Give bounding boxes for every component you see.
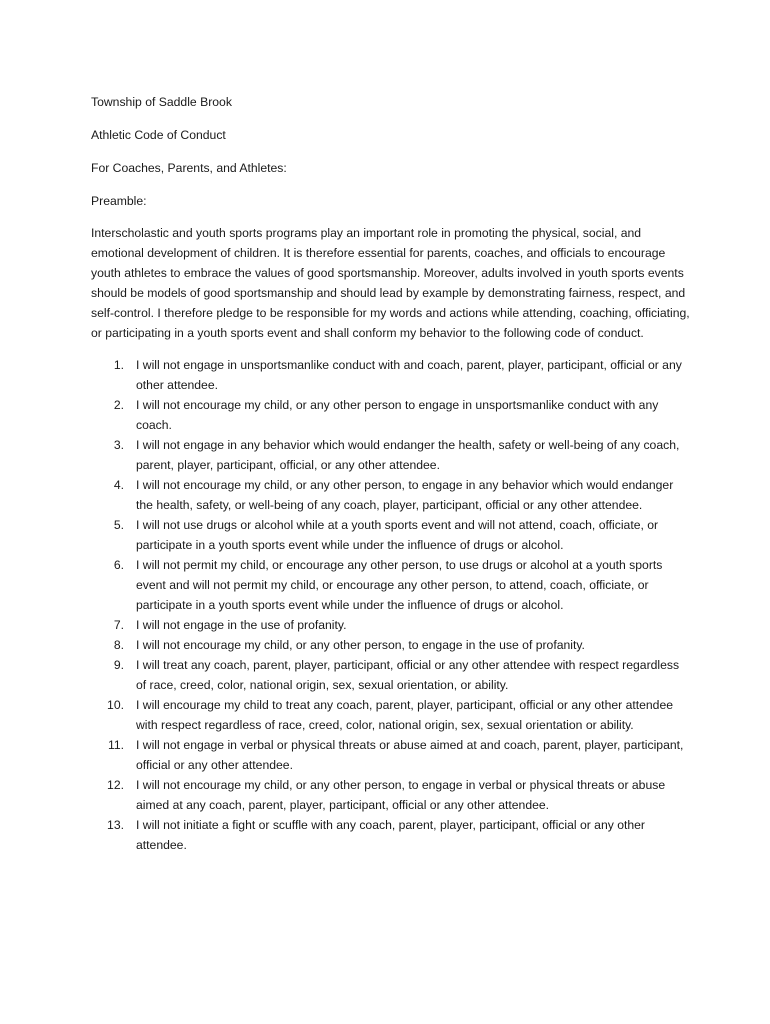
list-item: [91, 695, 691, 735]
list-item: [91, 395, 691, 435]
item-number: 2.: [113, 398, 124, 412]
item-text: I will not initiate a fight or scuffle with any coach, parent, player, participant, official or any other attendee.: [136, 818, 645, 852]
item-text: I will not engage in unsportsmanlike conduct with and coach, parent, player, participant, official or any other attendee.: [136, 358, 682, 392]
item-number: 10.: [107, 698, 124, 712]
township-name: Township of Saddle Brook: [91, 95, 232, 109]
item-number: 8.: [113, 638, 124, 652]
item-text: I will not permit my child, or encourage any other person, to use drugs or alcohol at a youth sports event and will not permit my child, or encourage any other person, to attend, coach, officiate, or participate in a youth sports event while under the influence of drugs or alcohol.: [136, 558, 663, 612]
list-item: [91, 735, 691, 775]
list-item: [91, 615, 691, 635]
item-text: I will not encourage my child, or any other person to engage in unsportsmanlike conduct with any coach.: [136, 398, 659, 432]
item-text: I will not encourage my child, or any other person, to engage in any behavior which would endanger the health, safety, or well-being of any coach, player, participant, official or any other attendee.: [136, 478, 674, 512]
item-number: 5.: [113, 518, 124, 532]
audience-line: For Coaches, Parents, and Athletes:: [91, 161, 287, 175]
list-item: [91, 815, 691, 855]
list-item: [91, 775, 691, 815]
item-number: 11.: [107, 738, 124, 752]
list-item: [91, 355, 691, 395]
item-number: 12.: [107, 778, 124, 792]
list-item: [91, 655, 691, 695]
code-of-conduct-list: [91, 355, 691, 855]
list-item: [91, 635, 691, 655]
item-text: I will not encourage my child, or any other person, to engage in the use of profanity.: [136, 638, 585, 652]
item-text: I will not engage in any behavior which would endanger the health, safety or well-being of any coach, parent, player, participant, official, or any other attendee.: [136, 438, 680, 472]
item-number: 3.: [113, 438, 124, 452]
item-text: I will encourage my child to treat any coach, parent, player, participant, official or any other attendee with respect regardless of race, creed, color, national origin, sex, sexual orientation or ability.: [136, 698, 674, 732]
list-item: [91, 555, 691, 615]
list-item: [91, 515, 691, 555]
item-number: 7.: [113, 618, 124, 632]
preamble-label: Preamble:: [91, 194, 147, 208]
preamble-paragraph: Interscholastic and youth sports programs play an important role in promoting the physical, social, and emotional development of children. It is therefore essential for parents, coaches, and officials to encourage youth athletes to embrace the values of good sportsmanship. Moreover, adults involved in youth sports events should be models of good sportsmanship and should lead by example by demonstrating fairness, respect, and self-control. I therefore pledge to be responsible for my words and actions while attending, coaching, officiating, or participating in a youth sports event and shall conform my behavior to the following code of conduct.: [91, 226, 690, 340]
item-text: I will not encourage my child, or any other person, to engage in verbal or physical threats or abuse aimed at any coach, parent, player, participant, official or any other attendee.: [136, 778, 666, 812]
item-text: I will not engage in the use of profanity.: [136, 618, 347, 632]
document-page: [91, 92, 691, 855]
item-text: I will not use drugs or alcohol while at a youth sports event and will not attend, coach, officiate, or participate in a youth sports event while under the influence of drugs or alcohol.: [136, 518, 659, 552]
item-number: 6.: [113, 558, 124, 572]
item-number: 13.: [107, 818, 124, 832]
list-item: [91, 475, 691, 515]
item-number: 4.: [113, 478, 124, 492]
item-number: 1.: [113, 358, 124, 372]
document-title: Athletic Code of Conduct: [91, 128, 226, 142]
item-text: I will treat any coach, parent, player, participant, official or any other attendee with respect regardless of race, creed, color, national origin, sex, sexual orientation, or ability.: [136, 658, 680, 692]
item-number: 9.: [113, 658, 124, 672]
item-text: I will not engage in verbal or physical threats or abuse aimed at and coach, parent, player, participant, official or any other attendee.: [136, 738, 684, 772]
list-item: [91, 435, 691, 475]
